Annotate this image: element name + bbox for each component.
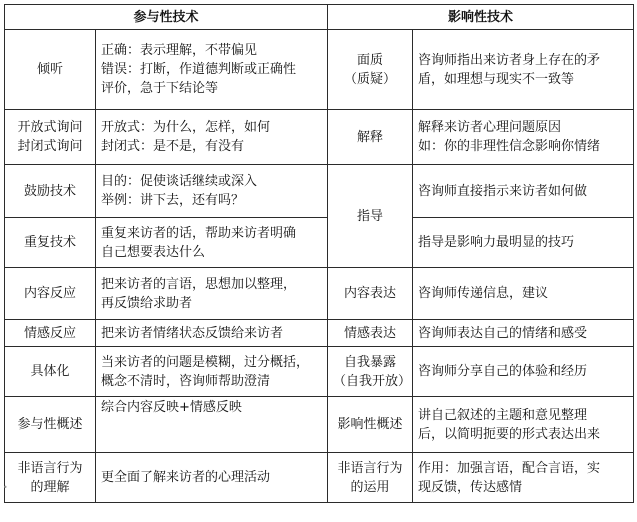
technique-emotion-reflection-desc: 把来访者情绪状态反馈给来访者	[96, 320, 328, 347]
technique-guidance-desc-1: 咨询师直接指示来访者如何做	[413, 165, 634, 218]
table-row	[5, 320, 634, 347]
technique-listening: 倾听	[5, 30, 96, 110]
technique-content-reflection: 内容反应	[5, 268, 96, 320]
technique-nonverbal-understanding-desc: 更全面了解来访者的心理活动	[96, 453, 328, 503]
technique-participation-summary-desc: 综合内容反映+情感反映	[96, 397, 328, 453]
table-row	[5, 453, 634, 503]
technique-influence-summary: 影响性概述	[328, 397, 413, 453]
technique-confrontation: 面质 （质疑）	[328, 30, 413, 110]
header-row	[5, 5, 634, 30]
table-row	[5, 268, 634, 320]
technique-questioning: 开放式询问 封闭式询问	[5, 110, 96, 165]
technique-listening-desc: 正确：表示理解，不带偏见 错误：打断，作道德判断或正确性 评价，急于下结论等	[96, 30, 328, 110]
technique-content-expression: 内容表达	[328, 268, 413, 320]
table-row	[5, 165, 634, 218]
table-row	[5, 218, 634, 268]
technique-encouragement: 鼓励技术	[5, 165, 96, 218]
technique-influence-summary-desc: 讲自己叙述的主题和意见整理 后，以简明扼要的形式表达出来	[413, 397, 634, 453]
technique-guidance-desc-2: 指导是影响力最明显的技巧	[413, 218, 634, 268]
technique-nonverbal-use-desc: 作用：加强言语，配合言语，实 现反馈，传达感情	[413, 453, 634, 503]
technique-concretization-desc: 当来访者的问题是模糊，过分概括， 概念不清时，咨询师帮助澄清	[96, 347, 328, 397]
technique-emotion-reflection: 情感反应	[5, 320, 96, 347]
technique-concretization: 具体化	[5, 347, 96, 397]
technique-questioning-desc: 开放式：为什么，怎样，如何 封闭式：是不是，有没有	[96, 110, 328, 165]
table-row	[5, 30, 634, 110]
technique-nonverbal-understanding: 非语言行为 的理解	[5, 453, 96, 503]
technique-nonverbal-use: 非语言行为 的运用	[328, 453, 413, 503]
technique-emotion-expression: 情感表达	[328, 320, 413, 347]
technique-self-disclosure-desc: 咨询师分享自己的体验和经历	[413, 347, 634, 397]
table-row	[5, 110, 634, 165]
technique-guidance: 指导	[328, 165, 413, 268]
technique-encouragement-desc: 目的：促使谈话继续或深入 举例：讲下去，还有吗？	[96, 165, 328, 218]
technique-repetition: 重复技术	[5, 218, 96, 268]
technique-repetition-desc: 重复来访者的话，帮助来访者明确 自己想要表达什么	[96, 218, 328, 268]
technique-participation-summary: 参与性概述	[5, 397, 96, 453]
technique-content-reflection-desc: 把来访者的言语，思想加以整理， 再反馈给求助者	[96, 268, 328, 320]
technique-content-expression-desc: 咨询师传递信息，建议	[413, 268, 634, 320]
techniques-table	[4, 4, 634, 503]
technique-interpretation-desc: 解释来访者心理问题原因 如：你的非理性信念影响你情绪	[413, 110, 634, 165]
technique-self-disclosure: 自我暴露 （自我开放）	[328, 347, 413, 397]
header-participation: 参与性技术	[5, 5, 328, 30]
technique-emotion-expression-desc: 咨询师表达自己的情绪和感受	[413, 320, 634, 347]
header-influence: 影响性技术	[328, 5, 634, 30]
table-row	[5, 347, 634, 397]
margin-marker: •	[3, 483, 8, 492]
technique-interpretation: 解释	[328, 110, 413, 165]
table-row	[5, 397, 634, 453]
technique-confrontation-desc: 咨询师指出来访者身上存在的矛 盾，如理想与现实不一致等	[413, 30, 634, 110]
